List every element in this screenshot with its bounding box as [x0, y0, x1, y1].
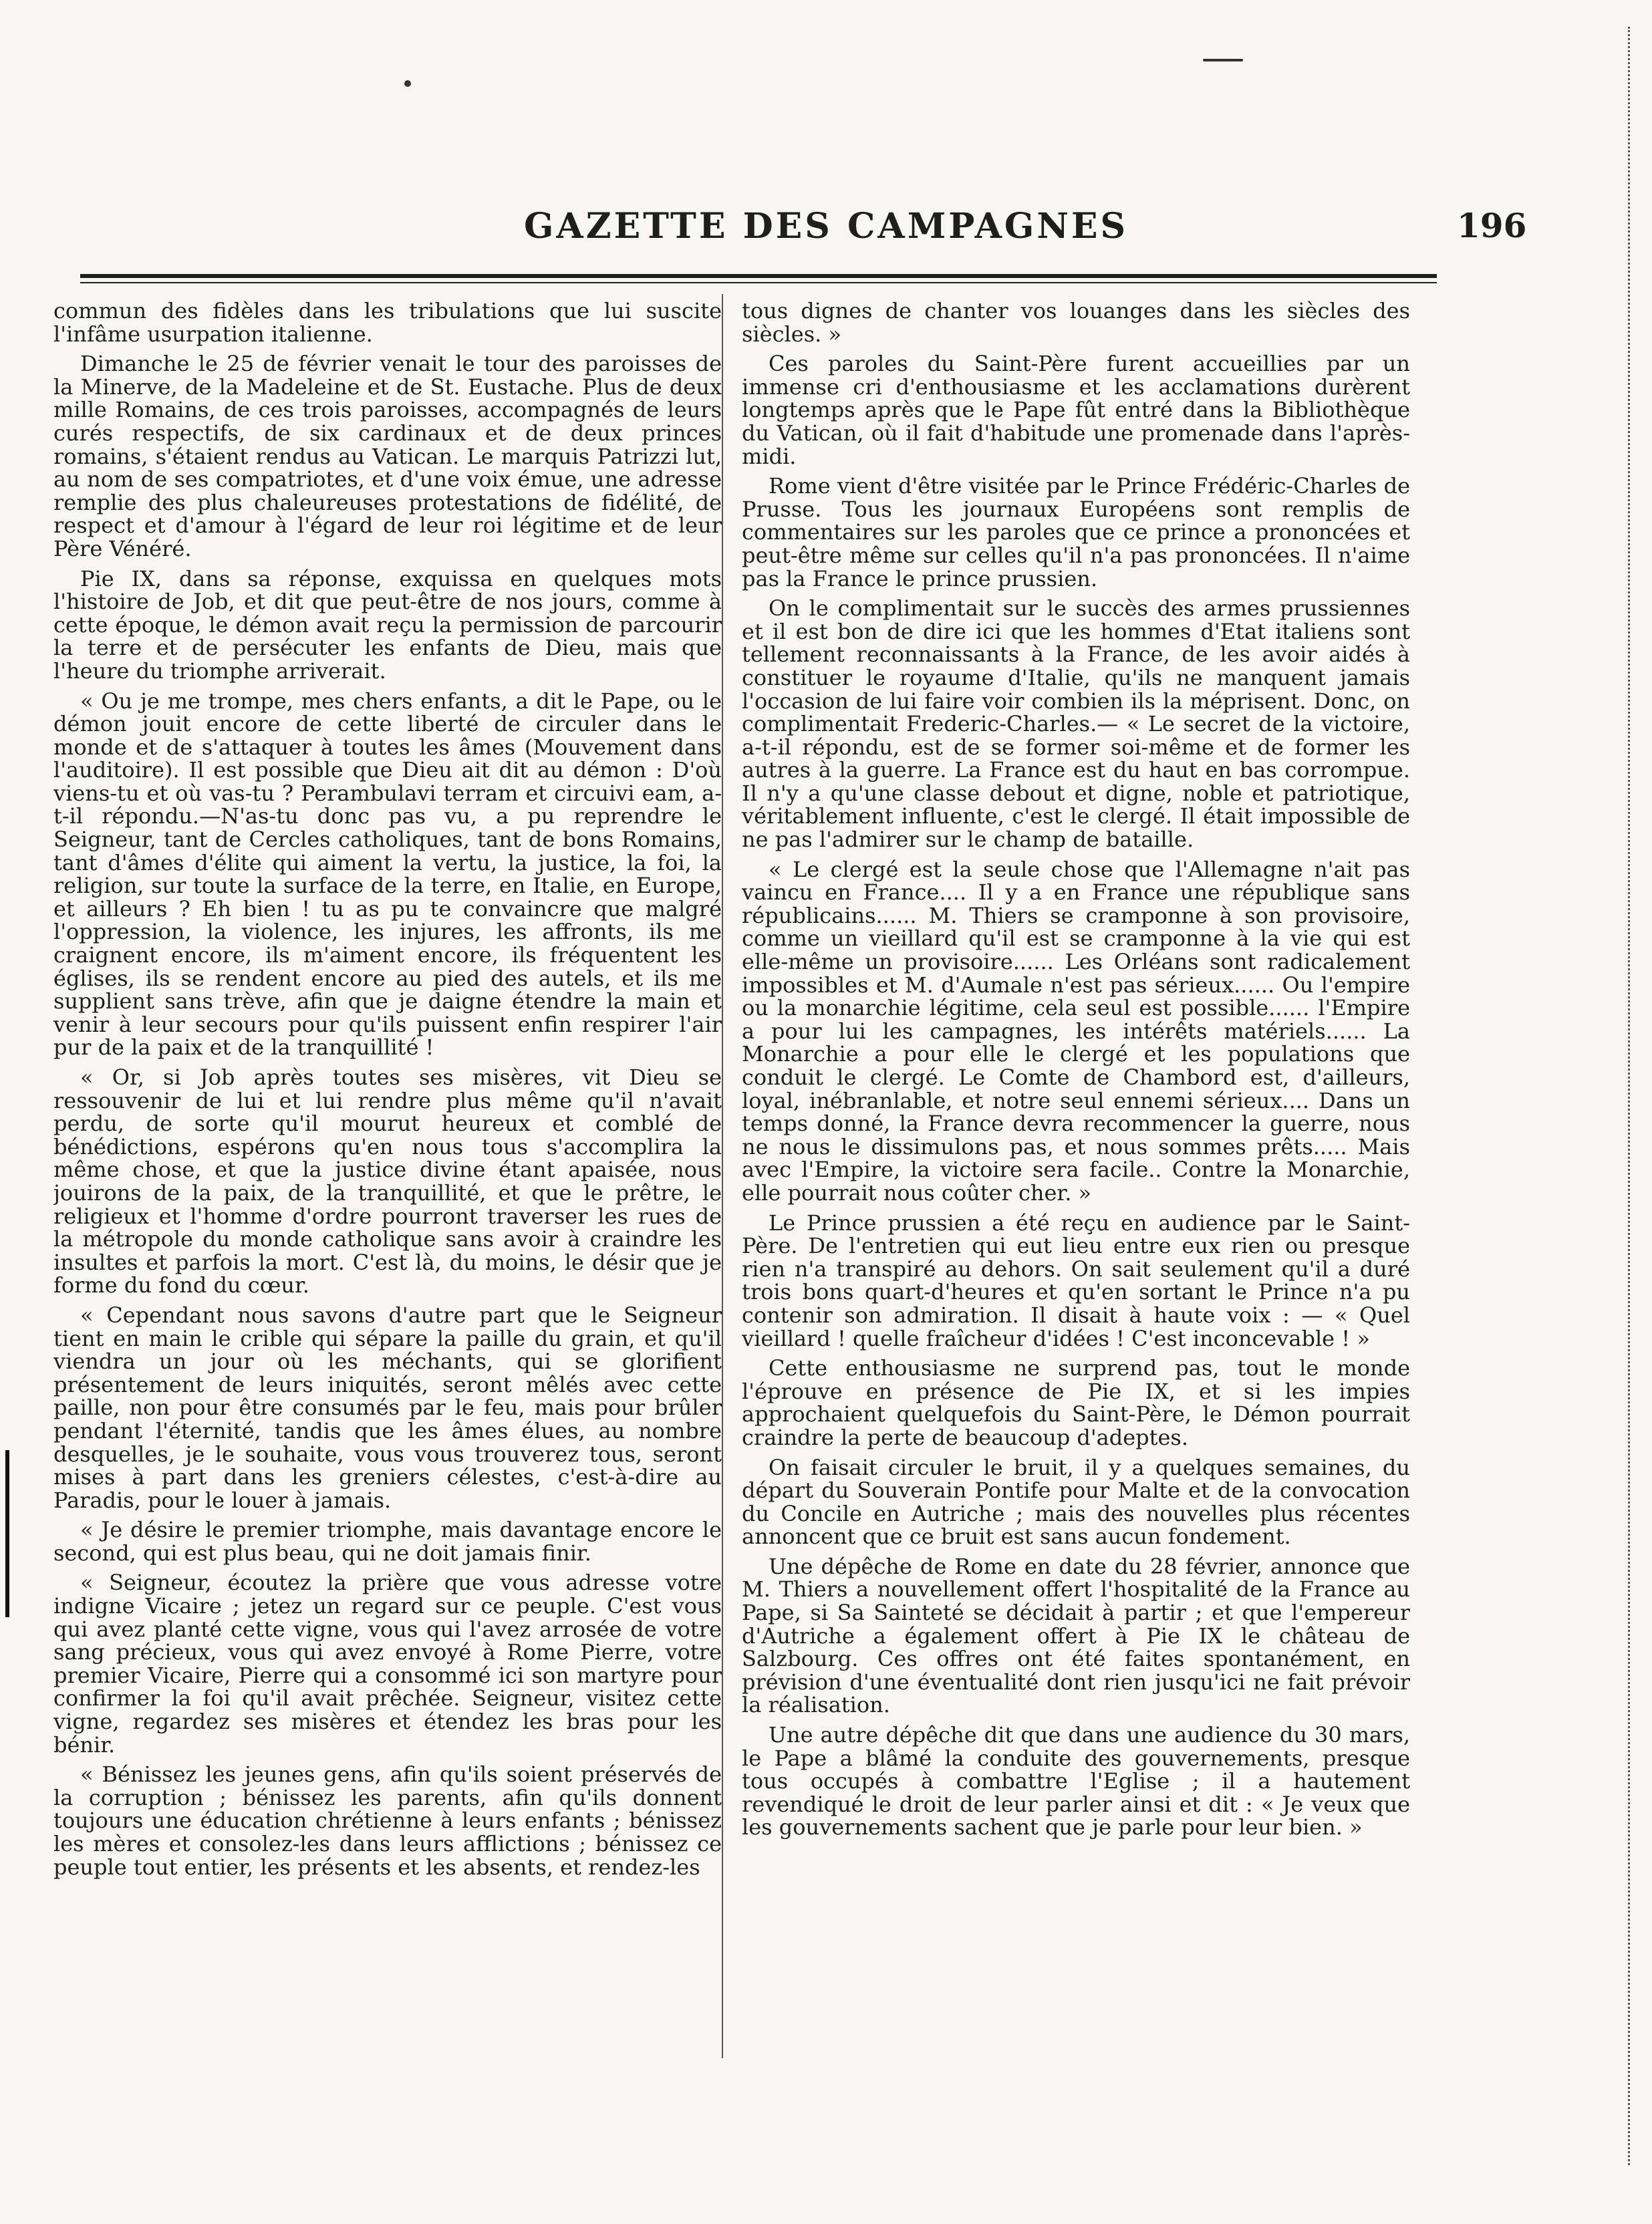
paragraph: tous dignes de chanter vos louanges dans les siècles des siècles. »	[742, 299, 1410, 347]
paragraph: « Seigneur, écoutez la prière que vous adresse votre indigne Vicaire ; jetez un regard sur ce peuple. C'est vous qui avez planté cette vigne, vous qui l'avez arrosée de votre sang précieux, vous qui avez envoyé à Rome Pierre, votre premier Vicaire, Pierre qui a consommé ici son martyre pour confirmer la foi qu'il avait prêchée. Seigneur, visitez cette vigne, regardez ses misères et étendez les bras pour les bénir.	[53, 1570, 722, 1758]
paragraph: Rome vient d'être visitée par le Prince Frédéric-Charles de Prusse. Tous les journaux Européens sont remplis de commentaires sur les paroles que ce prince a prononcées et peut-être même sur celles qu'il n'a pas prononcées. Il n'aime pas la France le prince prussien.	[742, 473, 1410, 591]
ink-speck	[1203, 59, 1243, 61]
column-divider	[722, 294, 723, 2058]
margin-mark	[5, 1450, 9, 1617]
header-rule	[80, 274, 1437, 278]
paragraph: Pie IX, dans sa réponse, exquissa en quelques mots l'histoire de Job, et dit que peut-être de nos jours, comme à cette époque, le démon avait reçu la permission de parcourir la terre et de persécuter les enfants de Dieu, mais que l'heure du triomphe arriverait.	[53, 565, 722, 684]
paragraph: commun des fidèles dans les tribulations que lui suscite l'infâme usurpation italienne.	[53, 299, 722, 347]
paragraph: Cette enthousiasme ne surprend pas, tout le monde l'éprouve en présence de Pie IX, et si les impies approchaient quelquefois du Saint-Père, le Démon pourrait craindre la perte de beaucoup d'adeptes.	[742, 1355, 1410, 1450]
paragraph: Une autre dépêche dit que dans une audience du 30 mars, le Pape a blâmé la conduite des gouvernements, presque tous occupés à combattre l'Eglise ; il a hautement revendiqué le droit de leur parler ainsi et dit : « Je veux que les gouvernements sachent que je parle pour leur bien. »	[742, 1722, 1410, 1840]
paragraph: « Ou je me trompe, mes chers enfants, a dit le Pape, ou le démon jouit encore de cette liberté de circuler dans le monde et de s'attaquer à toutes les âmes (Mouvement dans l'auditoire). Il est possible que Dieu ait dit au démon : D'où viens-tu et où vas-tu ? Perambulavi terram et circuivi eam, a-t-il répondu.—N'as-tu donc pas vu, a pu reprendre le Seigneur, tant de Cercles catholiques, tant de bons Romains, tant d'âmes d'élite qui aiment la vertu, la justice, la foi, la religion, sur toute la surface de la terre, en Italie, en Europe, et ailleurs ? Eh bien ! tu as pu te convaincre que malgré l'oppression, la violence, les injures, les affronts, ils me craignent encore, ils m'aiment encore, ils fréquentent les églises, ils se rendent encore au pied des autels, et ils me supplient sans trève, afin que je daigne étendre la main et venir à leur secours pour qu'ils puissent enfin respirer l'air pur de la paix et de la tranquillité !	[53, 688, 722, 1061]
paragraph: Une dépêche de Rome en date du 28 février, annonce que M. Thiers a nouvellement offert l'hospitalité de la France au Pape, si Sa Sainteté se décidait à partir ; et que l'empereur d'Autriche a également offert à Pie IX le château de Salzbourg. Ces offres ont été faites spontanément, en prévision d'une éventualité dont rien jusqu'ici ne fait prévoir la réalisation.	[742, 1553, 1410, 1718]
paragraph: « Je désire le premier triomphe, mais davantage encore le second, qui est plus beau, qui ne doit jamais finir.	[53, 1517, 722, 1566]
page-number: 196	[1457, 206, 1527, 245]
paragraph: Le Prince prussien a été reçu en audience par le Saint-Père. De l'entretien qui eut lieu entre eux rien ou presque rien n'a transpiré au dehors. On sait seulement qu'il a duré trois bons quart-d'heures et qu'en sortant le Prince n'a pu contenir son admiration. Il disait à haute voix : — « Quel vieillard ! quelle fraîcheur d'idées ! C'est inconcevable ! »	[742, 1210, 1410, 1351]
paragraph: « Le clergé est la seule chose que l'Allemagne n'ait pas vaincu en France.... Il y a en France une république sans républicains...... M. Thiers se cramponne à son provisoire, comme un vieillard qu'il est se cramponne à la vie qui est elle-même un provisoire...... Les Orléans sont radicalement impossibles et M. d'Aumale n'est pas sérieux...... Ou l'empire ou la monarchie légitime, cela seul est possible...... l'Empire a pour lui les campagnes, les intérêts matériels...... La Monarchie a pour elle le clergé et les populations que conduit le clergé. Le Comte de Chambord est, d'ailleurs, loyal, inébranlable, et notre seul ennemi sérieux.... Dans un temps donné, la France devra recommencer la guerre, nous ne nous le dissimulons pas, et nous sommes prêts..... Mais avec l'Empire, la victoire sera facile.. Contre la Monarchie, elle pourrait nous coûter cher. »	[742, 856, 1410, 1206]
paragraph: Dimanche le 25 de février venait le tour des paroisses de la Minerve, de la Madeleine et de St. Eustache. Plus de deux mille Romains, de ces trois paroisses, accompagnés de leurs curés respectifs, de six cardinaux et de deux princes romains, s'étaient rendus au Vatican. Le marquis Patrizzi lut, au nom de ses compatriotes, et d'une voix émue, une adresse remplie des plus chaleureuses protestations de fidélité, de respect et d'amour à l'égard de leur roi légitime et de leur Père Vénéré.	[53, 351, 722, 561]
paragraph: On le complimentait sur le succès des armes prussiennes et il est bon de dire ici que les hommes d'Etat italiens sont tellement reconnaissants à la France, de les avoir aidés à constituer le royaume d'Italie, qu'ils ne manquent jamais l'occasion de lui faire voir combien ils la méprisent. Donc, on complimentait Frederic-Charles.— « Le secret de la victoire, a-t-il répondu, est de se former soi-même et de former les autres à la guerre. La France est du haut en bas corrompue. Il n'y a qu'une classe debout et digne, noble et patriotique, véritablement influente, c'est le clergé. Il était impossible de ne pas l'admirer sur le champ de bataille.	[742, 595, 1410, 853]
right-column	[742, 299, 1410, 2085]
paragraph: « Or, si Job après toutes ses misères, vit Dieu se ressouvenir de lui et lui rendre plus même qu'il n'avait perdu, de sorte qu'il mourut heureux et comblé de bénédictions, espérons qu'en nous tous s'accomplira la même chose, et que la justice divine étant apaisée, nous jouirons de la paix, de la tranquillité, et que le prêtre, le religieux et l'homme d'ordre pourront traverser les rues de la métropole du monde catholique sans avoir à craindre les insultes et parfois la mort. C'est là, du moins, le désir que je forme du fond du cœur.	[53, 1065, 722, 1298]
left-column	[53, 299, 722, 2090]
paragraph: On faisait circuler le bruit, il y a quelques semaines, du départ du Souverain Pontife pour Malte et de la convocation du Concile en Autriche ; mais des nouvelles plus récentes annoncent que ce bruit est sans aucun fondement.	[742, 1454, 1410, 1550]
paragraph: « Bénissez les jeunes gens, afin qu'ils soient préservés de la corruption ; bénissez les parents, afin qu'ils donnent toujours une éducation chrétienne à leurs enfants ; bénissez les mères et consolez-les dans leurs afflictions ; bénissez ce peuple tout entier, les présents et les absents, et rendez-les	[53, 1762, 722, 1880]
binding-edge	[1628, 27, 1637, 2165]
ink-speck	[404, 80, 411, 87]
paragraph: Ces paroles du Saint-Père furent accueillies par un immense cri d'enthousiasme et les acclamations durèrent longtemps après que le Pape fût entré dans la Bibliothèque du Vatican, où il fait d'habitude une promenade dans l'après-midi.	[742, 351, 1410, 469]
header-rule-thin	[80, 282, 1437, 283]
page-title: GAZETTE DES CAMPAGNES	[523, 206, 1129, 247]
paragraph: « Cependant nous savons d'autre part que le Seigneur tient en main le crible qui sépare la paille du grain, et qu'il viendra un jour où les méchants, qui se glorifient présentement de leurs iniquités, seront mêlés avec cette paille, non pour être consumés par le feu, mais pour brûler pendant l'éternité, tandis que les âmes élues, au nombre desquelles, je le souhaite, vous vous trouverez tous, seront mises à part dans les greniers célestes, c'est-à-dire au Paradis, pour le louer à jamais.	[53, 1302, 722, 1513]
